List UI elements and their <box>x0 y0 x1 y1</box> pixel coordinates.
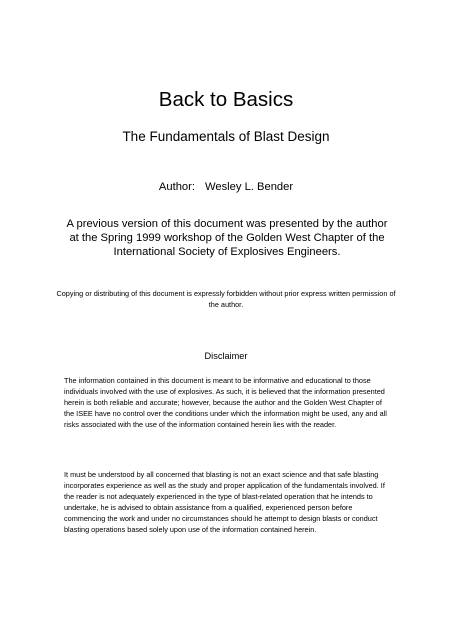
disclaimer-heading: Disclaimer <box>204 351 248 361</box>
disclaimer-paragraph: The information contained in this document is meant to be informative and educational to those individuals involved with the use of explosives. As such, it is believed that the information presented herein is both reliable and accurate; however, because the author and the Golden West Chapter of the ISEE have no control over the conditions under which the information might be used, any and all risks associated with the use of the information contained herein lies with the reader. <box>64 376 387 429</box>
previous-version-note: A previous version of this document was presented by the author at the Spring 1999 workshop of the Golden West Chapter of the International Society of Explosives Engineers. <box>66 218 388 258</box>
author-label: Author: <box>158 181 195 193</box>
author-line <box>0 180 452 194</box>
copyright-notice: Copying or distributing of this document is expressly forbidden without prior express written permission of the author. <box>56 289 396 309</box>
document-title: Back to Basics <box>158 88 294 111</box>
document-subtitle: The Fundamentals of Blast Design <box>122 129 330 144</box>
disclaimer-paragraph: It must be understood by all concerned that blasting is not an exact science and that safe blasting incorporates experience as well as the study and proper application of the fundamentals involved. If the reader is not adequately experienced in the type of blast-related operation that he intends to undertake, he is advised to obtain assistance from a qualified, experienced person before commencing the work and under no circumstances should he attempt to design blasts or conduct blasting operations based solely upon use of the information contained herein. <box>64 470 385 534</box>
author-name: Wesley L. Bender <box>204 181 294 193</box>
